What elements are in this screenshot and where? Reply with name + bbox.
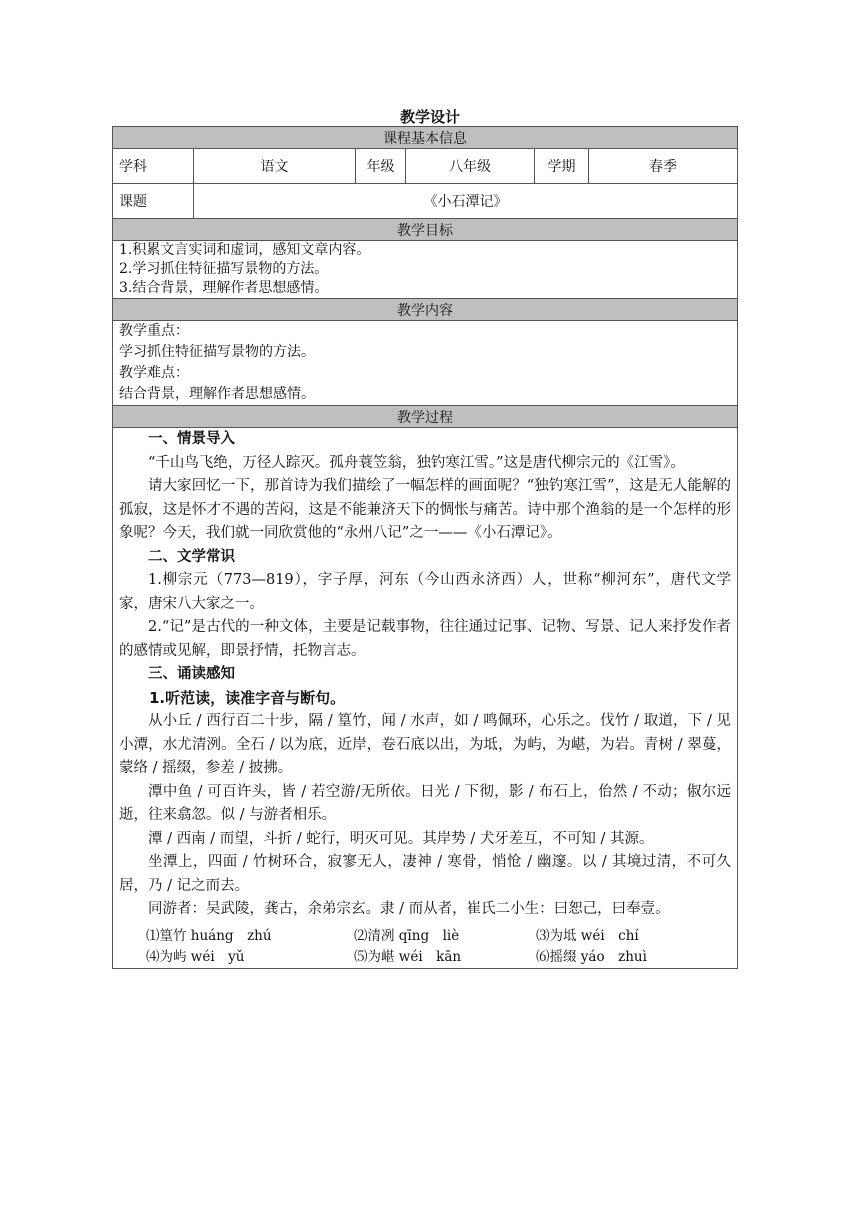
- section-goals: 教学目标: [113, 219, 738, 241]
- goal-item: 1.积累文言实词和虚词，感知文章内容。: [119, 242, 371, 258]
- note-item: ⑵清冽 qīng liè: [354, 927, 460, 944]
- paragraph: 同游者：吴武陵，龚古，余弟宗玄。隶 / 而从者，崔氏二小生：曰恕己，曰奉壹。: [148, 901, 670, 917]
- heading-literature: 二、文学常识: [148, 548, 235, 565]
- content-cell: [113, 321, 738, 406]
- lesson-plan-table: [112, 126, 738, 969]
- subheading-reading: 1.听范读，读准字音与断句。: [149, 688, 346, 707]
- process-cell: [113, 428, 738, 969]
- note-item: ⑴篁竹 huáng zhú: [146, 927, 272, 944]
- paragraph: 1.柳宗元（773—819），字子厚，河东（今山西永济西）人，世称“柳河东”，唐代文学家，唐宋八大家之一。: [119, 572, 732, 612]
- topic-label: 课题: [113, 184, 194, 219]
- key-point-label: 教学重点：: [119, 323, 189, 339]
- notes-row: [119, 926, 731, 947]
- note-item: ⑶为坻 wéi chí: [536, 927, 639, 944]
- term-label: 学期: [535, 149, 589, 184]
- difficulty-text: 结合背景，理解作者思想感情。: [119, 386, 315, 402]
- grade-label: 年级: [356, 149, 406, 184]
- heading-reading: 三、诵读感知: [148, 666, 235, 682]
- topic-value: 《小石潭记》: [194, 184, 738, 219]
- paragraph: “千山鸟飞绝，万径人踪灭。孤舟蓑笠翁，独钓寒江雪。”这是唐代柳宗元的《江雪》。: [148, 454, 685, 471]
- notes-row: [119, 947, 731, 968]
- section-content: 教学内容: [113, 299, 738, 321]
- pronunciation-notes: [119, 926, 731, 968]
- goals-cell: [113, 241, 738, 299]
- paragraph: 请大家回忆一下，那首诗为我们描绘了一幅怎样的画面呢？“独钓寒江雪”，这是无人能解的孤寂，这是怀才不遇的苦闷，这是不能兼济天下的惆怅与痛苦。诗中那个渔翁的是一个怎样的形象呢？今天，我们就一同欣赏他的“永州八记”之一——《小石潭记》。: [119, 478, 732, 541]
- grade-value: 八年级: [406, 149, 535, 184]
- subject-value: 语文: [194, 149, 356, 184]
- heading-intro: 一、情景导入: [148, 431, 235, 447]
- section-process: 教学过程: [113, 406, 738, 428]
- subject-label: 学科: [113, 149, 194, 184]
- section-basic-info: 课程基本信息: [113, 127, 738, 149]
- paragraph: 从小丘 / 西行百二十步，隔 / 篁竹，闻 / 水声，如 / 鸣佩环，心乐之。伐竹 / 取道，下 / 见小潭，水尤清洌。全石 / 以为底，近岸，卷石底以出，为坻，为屿，为嵁，为岩。青树 / 翠蔓，蒙络 / 摇缀，参差 / 披拂。: [119, 713, 732, 776]
- paragraph: 2.“记”是古代的一种文体，主要是记载事物，往往通过记事、记物、写景、记人来抒发作者的感情或见解，即景抒情，托物言志。: [119, 619, 732, 659]
- note-item: ⑹摇缀 yáo zhuì: [536, 948, 647, 965]
- note-item: ⑸为嵁 wéi kān: [354, 948, 462, 965]
- term-value: 春季: [589, 149, 738, 184]
- page-title: 教学设计: [399, 108, 460, 126]
- goal-item: 2.学习抓住特征描写景物的方法。: [119, 261, 329, 277]
- key-point-text: 学习抓住特征描写景物的方法。: [119, 344, 315, 360]
- note-item: ⑷为屿 wéi yǔ: [146, 948, 245, 965]
- goal-item: 3.结合背景，理解作者思想感情。: [119, 280, 329, 296]
- paragraph: 潭 / 西南 / 而望，斗折 / 蛇行，明灭可见。其岸势 / 犬牙差互，不可知 / 其源。: [148, 830, 654, 847]
- paragraph: 潭中鱼 / 可百许头，皆 / 若空游/无所依。日光 / 下彻，影 / 布石上，佁然 / 不动；俶尔远逝，往来翕忽。似 / 与游者相乐。: [119, 783, 732, 823]
- paragraph: 坐潭上，四面 / 竹树环合，寂寥无人，凄神 / 寒骨，悄怆 / 幽邃。以 / 其境过清，不可久居，乃 / 记之而去。: [119, 854, 732, 894]
- difficulty-label: 教学难点：: [119, 365, 189, 381]
